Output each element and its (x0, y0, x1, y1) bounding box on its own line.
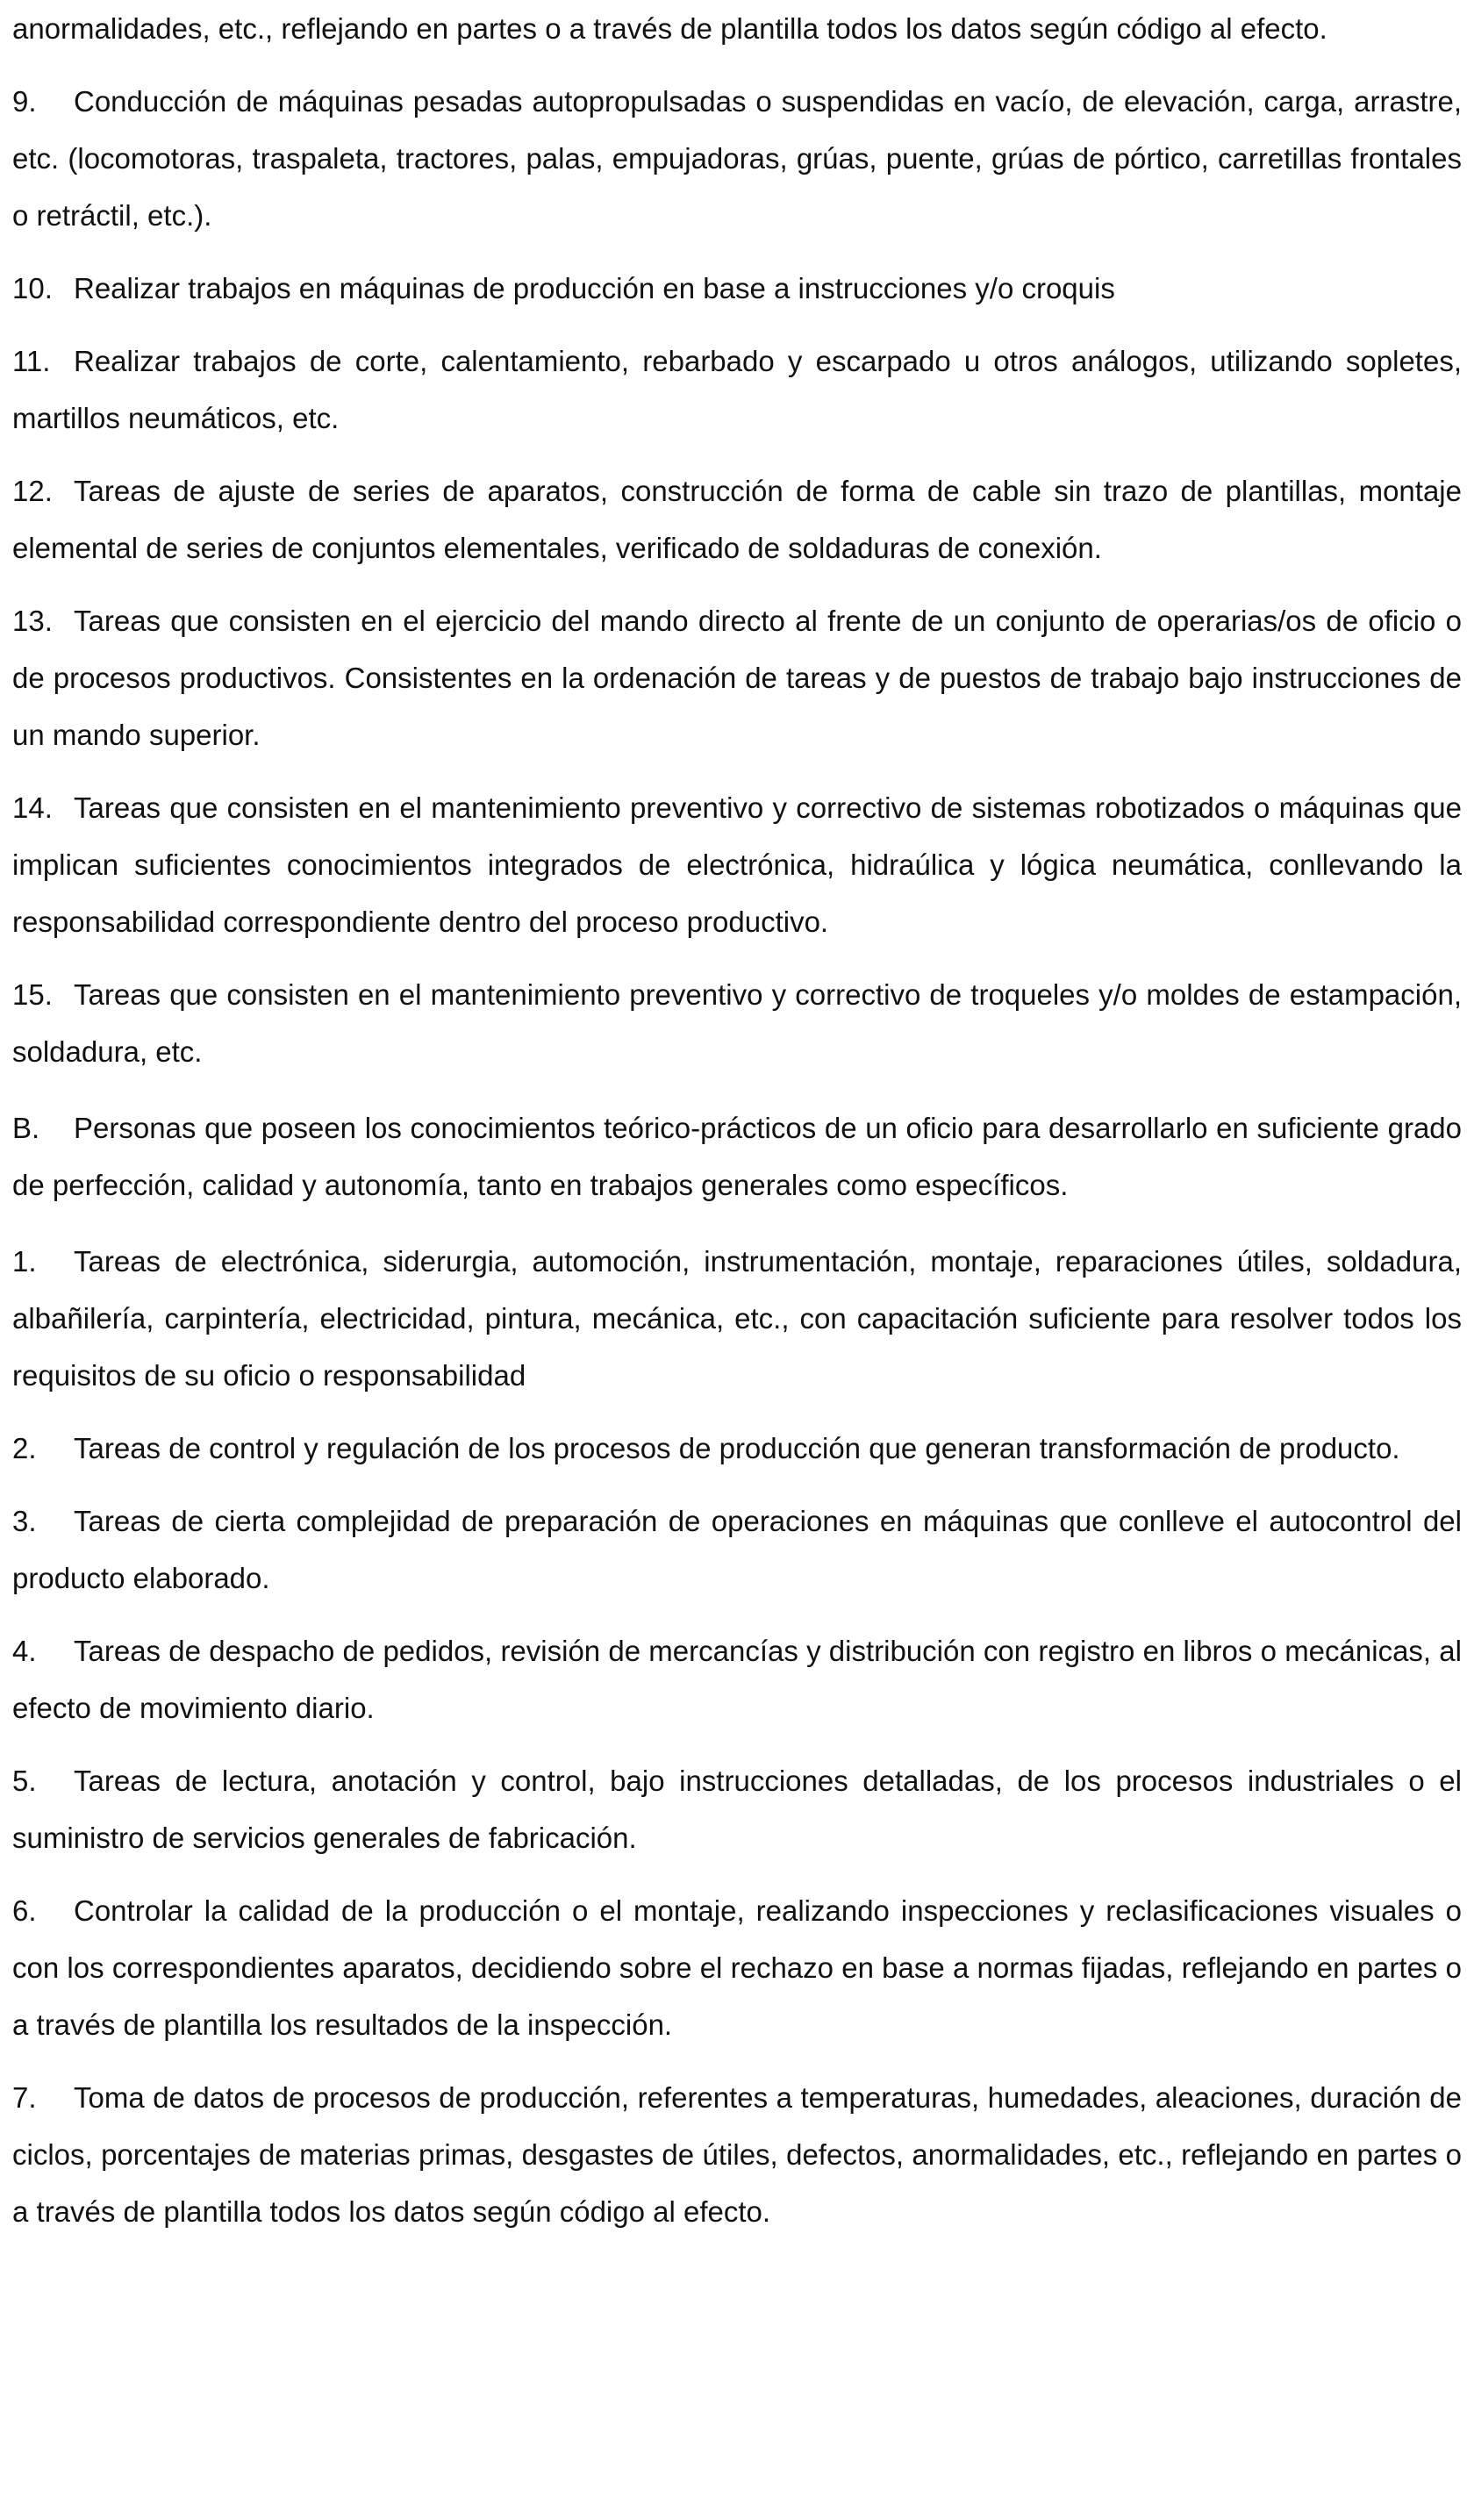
list-item-14 (12, 779, 1462, 950)
list-number: 12. (12, 475, 53, 507)
list-text: Realizar trabajos de corte, calentamiento, rebarbado y escarpado u otros análogos, utilizando sopletes, martillos neumáticos, etc. (12, 345, 1462, 434)
list-text: Tareas de electrónica, siderurgia, automoción, instrumentación, montaje, reparaciones útiles, soldadura, albañilería, carpintería, electricidad, pintura, mecánica, etc., con capacitación suficiente para resolver todos los requisitos de su oficio o responsabilidad (12, 1245, 1462, 1392)
list-text: Tareas que consisten en el ejercicio del mando directo al frente de un conjunto de operarias/os de oficio o de procesos productivos. Consistentes en la ordenación de tareas y de puestos de trabajo bajo instrucciones de un mando superior. (12, 605, 1462, 751)
list-text: Tareas que consisten en el mantenimiento preventivo y correctivo de troqueles y/o moldes de estampación, soldadura, etc. (12, 978, 1462, 1068)
paragraph-continuation (12, 0, 1462, 57)
list-text: Tareas que consisten en el mantenimiento preventivo y correctivo de sistemas robotizados o máquinas que implican suficientes conocimientos integrados de electrónica, hidraúlica y lógica neumática, conllevando la responsabilidad correspondiente dentro del proceso productivo. (12, 791, 1462, 938)
section-b (12, 1099, 1462, 1213)
list-item-11 (12, 333, 1462, 447)
document-page (12, 0, 1462, 2240)
list-number: 14. (12, 791, 53, 824)
list-number: 2. (12, 1432, 37, 1464)
list-text: Tareas de lectura, anotación y control, bajo instrucciones detalladas, de los procesos industriales o el suministro de servicios generales de fabricación. (12, 1765, 1462, 1854)
list-text: Tareas de ajuste de series de aparatos, construcción de forma de cable sin trazo de plantillas, montaje elemental de series de conjuntos elementales, verificado de soldaduras de conexión. (12, 475, 1462, 564)
list-text: Tareas de cierta complejidad de preparación de operaciones en máquinas que conlleve el autocontrol del producto elaborado. (12, 1505, 1462, 1594)
list-number: 7. (12, 2081, 37, 2114)
list-item-3 (12, 1493, 1462, 1607)
list-item-10 (12, 260, 1462, 317)
list-number: 6. (12, 1894, 37, 1927)
list-number: 1. (12, 1245, 37, 1278)
list-item-9 (12, 73, 1462, 244)
list-item-1 (12, 1233, 1462, 1404)
list-text: Realizar trabajos en máquinas de producción en base a instrucciones y/o croquis (74, 272, 1115, 304)
list-text: Controlar la calidad de la producción o el montaje, realizando inspecciones y reclasificaciones visuales o con los correspondientes aparatos, decidiendo sobre el rechazo en base a normas fijadas, reflejando en partes o a través de plantilla los resultados de la inspección. (12, 1894, 1462, 2041)
list-number: 4. (12, 1635, 37, 1667)
list-item-5 (12, 1752, 1462, 1866)
list-item-4 (12, 1622, 1462, 1736)
list-text: Tareas de control y regulación de los procesos de producción que generan transformación de producto. (74, 1432, 1400, 1464)
section-letter: B. (12, 1112, 40, 1144)
list-item-12 (12, 462, 1462, 576)
list-item-2 (12, 1420, 1462, 1477)
list-number: 10. (12, 272, 53, 304)
list-number: 5. (12, 1765, 37, 1797)
paragraph-text: anormalidades, etc., reflejando en partes o a través de plantilla todos los datos según código al efecto. (12, 12, 1327, 45)
list-text: Toma de datos de procesos de producción, referentes a temperaturas, humedades, aleaciones, duración de ciclos, porcentajes de materias primas, desgastes de útiles, defectos, anormalidades, etc., reflejando en partes o a través de plantilla todos los datos según código al efecto. (12, 2081, 1462, 2228)
list-item-15 (12, 966, 1462, 1080)
list-text: Tareas de despacho de pedidos, revisión de mercancías y distribución con registro en libros o mecánicas, al efecto de movimiento diario. (12, 1635, 1462, 1724)
list-item-7 (12, 2069, 1462, 2240)
list-number: 15. (12, 978, 53, 1011)
list-item-6 (12, 1882, 1462, 2053)
list-number: 11. (12, 345, 51, 377)
list-number: 3. (12, 1505, 37, 1537)
list-item-13 (12, 592, 1462, 763)
list-number: 13. (12, 605, 53, 637)
list-text: Conducción de máquinas pesadas autopropulsadas o suspendidas en vacío, de elevación, carga, arrastre, etc. (locomotoras, traspaleta, tractores, palas, empujadoras, grúas, puente, grúas de pórtico, carretillas frontales o retráctil, etc.). (12, 85, 1462, 232)
section-text: Personas que poseen los conocimientos teórico-prácticos de un oficio para desarrollarlo en suficiente grado de perfección, calidad y autonomía, tanto en trabajos generales como específicos. (12, 1112, 1462, 1201)
list-number: 9. (12, 85, 37, 118)
